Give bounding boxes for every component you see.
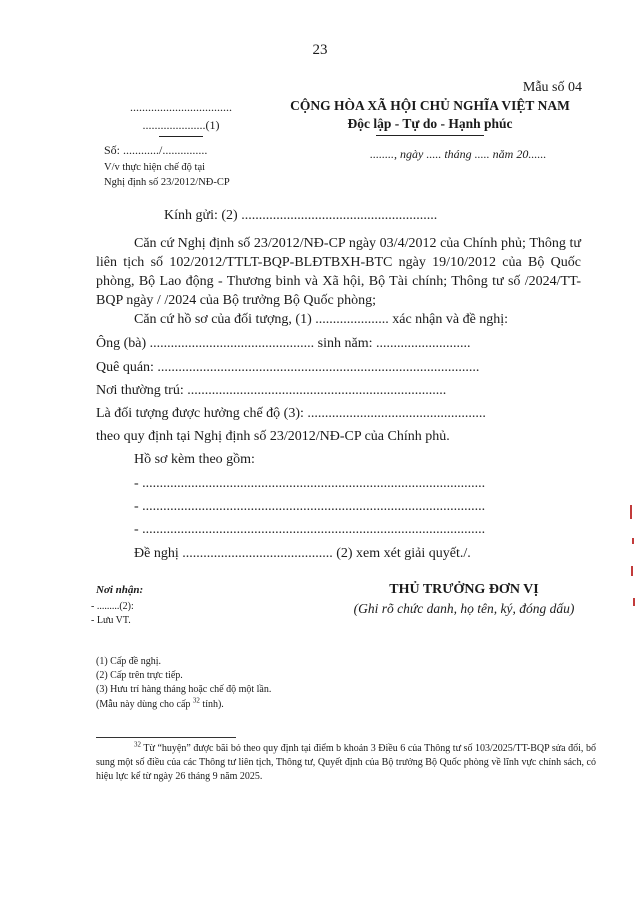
residence-field: Nơi thường trú: .......................................................................... — [96, 383, 447, 398]
nation-motto: Độc lập - Tự do - Hạnh phúc — [347, 116, 513, 131]
organization-block — [96, 98, 266, 137]
subject-block — [104, 160, 274, 190]
recipient-item: - Lưu VT. — [91, 615, 131, 626]
document-number: Số: ............/............... — [104, 143, 208, 157]
footnote — [96, 742, 596, 784]
footnote-reference[interactable]: 32 — [192, 696, 200, 705]
subject-line-1: V/v thực hiện chế độ tại — [104, 162, 206, 173]
page-number: 23 — [312, 42, 328, 58]
footnote-number: 32 — [134, 740, 141, 749]
subject-line-2: Nghị định số 23/2012/NĐ-CP — [104, 177, 230, 188]
edge-mark — [633, 598, 635, 606]
signatory-instruction: (Ghi rõ chức danh, họ tên, ký, đóng dấu) — [353, 601, 575, 616]
legal-basis: Căn cứ Nghị định số 23/2012/NĐ-CP ngày 03/4/2012 của Chính phủ; Thông tư liên tịch số 102/2012/TTLT-BQP-BLĐTBXH-BTC ngày 19/10/2012 của Bộ Quốc phòng, Bộ Lao động - Thương binh và Xã hội, Bộ Tài chính; Thông tư số /2024/TT-BQP ngày / /2024 của Bộ trưởng Bộ Quốc phòng; — [96, 236, 581, 308]
dossier-basis: Căn cứ hồ sơ của đối tượng, (1) ..................... xác nhận và đề nghị: — [134, 312, 509, 327]
attachments-title: Hồ sơ kèm theo gồm: — [134, 452, 255, 467]
note-item: (3) Hưu trí hàng tháng hoặc chế độ một lần. — [96, 684, 272, 695]
hometown-field: Quê quán: ............................................................................................ — [96, 360, 480, 375]
recipient-item: - .........(2): — [91, 601, 134, 612]
note-item: (1) Cấp đề nghị. — [96, 656, 161, 667]
organization-line-2: .....................(1) — [142, 118, 220, 132]
regulation-line: theo quy định tại Nghị định số 23/2012/NĐ-CP của Chính phủ. — [96, 429, 450, 444]
nation-title: CỘNG HÒA XÃ HỘI CHỦ NGHĨA VIỆT NAM — [290, 98, 570, 113]
usage-note-text: (Mẫu này dùng cho cấp — [96, 699, 193, 710]
attachment-item: - .................................................................................................. — [134, 522, 486, 537]
greeting: Kính gửi: (2) ........................................................ — [164, 208, 438, 223]
national-header — [280, 97, 580, 136]
note-item: (2) Cấp trên trực tiếp. — [96, 670, 183, 681]
edge-mark — [632, 538, 634, 544]
edge-mark — [631, 566, 633, 576]
recipients-title: Nơi nhận: — [96, 584, 144, 596]
name-field: Ông (bà) ............................................... sinh năm: ........................... — [96, 336, 471, 351]
form-number: Mẫu số 04 — [522, 80, 582, 95]
attachment-item: - .................................................................................................. — [134, 476, 486, 491]
footnote-text: Từ “huyện” được bãi bỏ theo quy định tại điểm b khoản 3 Điều 6 của Thông tư số 103/2025/TT-BQP sửa đổi, bổ sung một số điều của các Thông tư liên tịch, Thông tư, Quyết định của Bộ trưởng Bộ Quốc phòng về lĩnh vực chính sách, có hiệu lực kể từ ngày 26 tháng 9 năm 2025. — [96, 743, 596, 782]
signatory-title: THỦ TRƯỞNG ĐƠN VỊ — [389, 582, 539, 597]
beneficiary-field: Là đối tượng được hưởng chế độ (3): ................................................... — [96, 406, 486, 421]
edge-mark — [630, 505, 632, 519]
request-line: Đề nghị ........................................... (2) xem xét giải quyết./. — [134, 546, 471, 561]
attachment-item: - .................................................................................................. — [134, 499, 486, 514]
organization-underline — [159, 136, 203, 137]
usage-note-end: tỉnh). — [199, 699, 224, 710]
footnote-separator — [96, 737, 236, 738]
organization-line-1: .................................. — [130, 100, 232, 114]
date-line: ........, ngày ..... tháng ..... năm 20...... — [370, 147, 547, 161]
usage-note — [96, 696, 224, 710]
motto-underline — [376, 135, 484, 136]
